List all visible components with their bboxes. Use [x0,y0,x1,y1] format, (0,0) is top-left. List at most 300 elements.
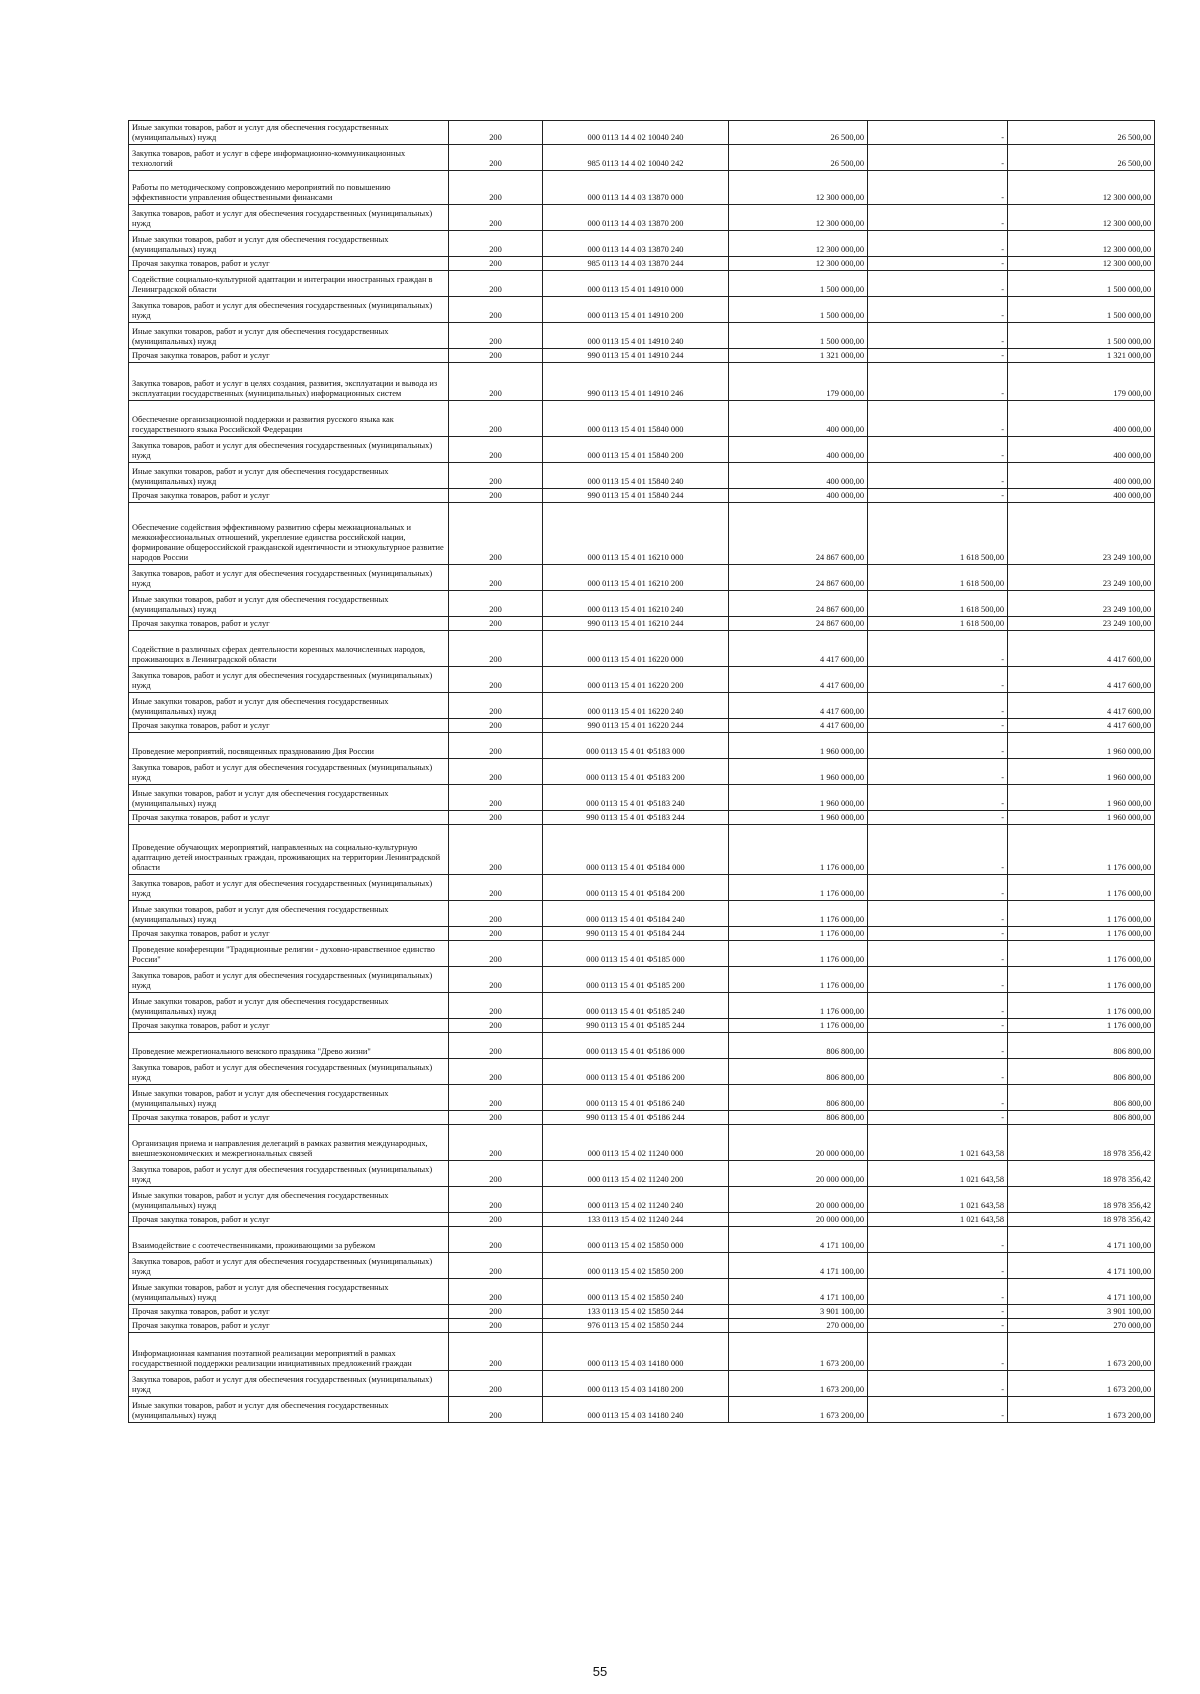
row-remaining-cell: 179 000,00 [1008,363,1155,401]
row-code-cell: 200 [449,463,543,489]
row-kbk-cell: 990 0113 15 4 01 Ф5185 244 [543,1019,729,1033]
row-code-cell: 200 [449,1019,543,1033]
row-approved-cell: 4 171 100,00 [729,1279,868,1305]
row-remaining-cell: 4 171 100,00 [1008,1279,1155,1305]
row-kbk-cell: 976 0113 15 4 02 15850 244 [543,1319,729,1333]
row-code-cell: 200 [449,363,543,401]
row-executed-cell [868,205,1008,231]
row-code-cell: 200 [449,1187,543,1213]
row-remaining-cell: 400 000,00 [1008,489,1155,503]
empty-dash: - [1001,1021,1004,1030]
row-remaining-cell: 4 417 600,00 [1008,719,1155,733]
page-number: 55 [592,1664,608,1679]
row-executed-cell [868,667,1008,693]
empty-dash: - [1001,491,1004,500]
row-kbk-cell: 000 0113 14 4 03 13870 000 [543,171,729,205]
empty-dash: - [1001,1307,1004,1316]
empty-dash: - [1001,1047,1004,1056]
row-executed-cell [868,875,1008,901]
row-code-cell: 200 [449,993,543,1019]
row-code-cell: 200 [449,1333,543,1371]
row-kbk-cell: 133 0113 15 4 02 15850 244 [543,1305,729,1319]
row-approved-cell: 1 176 000,00 [729,875,868,901]
row-executed-cell [868,1085,1008,1111]
row-name-cell: Иные закупки товаров, работ и услуг для обеспечения государственных (муниципальных) нужд [129,591,449,617]
row-remaining-cell: 806 800,00 [1008,1111,1155,1125]
row-name-cell: Иные закупки товаров, работ и услуг для обеспечения государственных (муниципальных) нужд [129,231,449,257]
row-remaining-cell: 400 000,00 [1008,463,1155,489]
row-executed-cell [868,927,1008,941]
row-executed-cell [868,349,1008,363]
row-remaining-cell: 806 800,00 [1008,1085,1155,1111]
row-approved-cell: 20 000 000,00 [729,1125,868,1161]
row-executed-cell [868,489,1008,503]
row-code-cell: 200 [449,631,543,667]
row-approved-cell: 1 176 000,00 [729,941,868,967]
row-remaining-cell: 18 978 356,42 [1008,1213,1155,1227]
row-remaining-cell: 18 978 356,42 [1008,1187,1155,1213]
table-row [129,271,1155,297]
empty-dash: - [1001,1293,1004,1302]
row-kbk-cell: 000 0113 15 4 02 15850 000 [543,1227,729,1253]
row-executed-cell [868,171,1008,205]
row-executed-cell [868,1319,1008,1333]
row-kbk-cell: 985 0113 14 4 03 13870 244 [543,257,729,271]
row-code-cell: 200 [449,297,543,323]
row-approved-cell: 1 960 000,00 [729,785,868,811]
row-executed-cell [868,1033,1008,1059]
row-executed-cell: 1 618 500,00 [868,617,1008,631]
row-kbk-cell: 000 0113 15 4 01 Ф5185 240 [543,993,729,1019]
empty-dash: - [1001,159,1004,168]
empty-dash: - [1001,681,1004,690]
empty-dash: - [1001,245,1004,254]
empty-dash: - [1001,981,1004,990]
row-executed-cell [868,145,1008,171]
row-name-cell: Обеспечение содействия эффективному развитию сферы межнациональных и межконфессиональных отношений, укрепление единства российской нации, формирование общероссийской гражданской идентичности и этнокультурное развитие народов России [129,503,449,565]
empty-dash: - [1001,813,1004,822]
row-remaining-cell: 4 417 600,00 [1008,693,1155,719]
row-kbk-cell: 000 0113 15 4 03 14180 200 [543,1371,729,1397]
row-code-cell: 200 [449,1319,543,1333]
row-approved-cell: 806 800,00 [729,1033,868,1059]
row-code-cell: 200 [449,1125,543,1161]
row-executed-cell [868,1397,1008,1423]
row-executed-cell: 1 618 500,00 [868,565,1008,591]
row-executed-cell [868,231,1008,257]
row-code-cell: 200 [449,667,543,693]
row-remaining-cell: 18 978 356,42 [1008,1125,1155,1161]
row-code-cell: 200 [449,941,543,967]
row-code-cell: 200 [449,927,543,941]
row-code-cell: 200 [449,1111,543,1125]
row-code-cell: 200 [449,401,543,437]
row-code-cell: 200 [449,1213,543,1227]
empty-dash: - [1001,285,1004,294]
row-approved-cell: 806 800,00 [729,1059,868,1085]
row-name-cell: Проведение межрегионального венского праздника "Древо жизни" [129,1033,449,1059]
row-executed-cell [868,1279,1008,1305]
table-row [129,993,1155,1019]
row-approved-cell: 4 171 100,00 [729,1227,868,1253]
row-name-cell: Закупка товаров, работ и услуг для обеспечения государственных (муниципальных) нужд [129,1371,449,1397]
row-executed-cell [868,121,1008,145]
table-row [129,617,1155,631]
row-remaining-cell: 1 176 000,00 [1008,901,1155,927]
row-code-cell: 200 [449,145,543,171]
row-name-cell: Иные закупки товаров, работ и услуг для обеспечения государственных (муниципальных) нужд [129,1187,449,1213]
table-row [129,1333,1155,1371]
table-row [129,205,1155,231]
row-remaining-cell: 270 000,00 [1008,1319,1155,1333]
row-executed-cell [868,271,1008,297]
row-code-cell: 200 [449,825,543,875]
row-executed-cell [868,941,1008,967]
row-remaining-cell: 1 673 200,00 [1008,1333,1155,1371]
table-row [129,463,1155,489]
row-remaining-cell: 1 500 000,00 [1008,323,1155,349]
row-approved-cell: 24 867 600,00 [729,503,868,565]
row-kbk-cell: 000 0113 15 4 01 Ф5183 200 [543,759,729,785]
empty-dash: - [1001,193,1004,202]
row-kbk-cell: 000 0113 15 4 01 Ф5184 240 [543,901,729,927]
row-kbk-cell: 990 0113 15 4 01 Ф5183 244 [543,811,729,825]
row-kbk-cell: 000 0113 15 4 01 Ф5184 000 [543,825,729,875]
empty-dash: - [1001,477,1004,486]
table-row [129,503,1155,565]
row-code-cell: 200 [449,591,543,617]
row-kbk-cell: 000 0113 15 4 02 11240 200 [543,1161,729,1187]
row-approved-cell: 4 417 600,00 [729,719,868,733]
empty-dash: - [1001,1007,1004,1016]
row-kbk-cell: 000 0113 15 4 01 Ф5184 200 [543,875,729,901]
row-kbk-cell: 990 0113 15 4 01 14910 244 [543,349,729,363]
row-remaining-cell: 1 176 000,00 [1008,941,1155,967]
row-name-cell: Закупка товаров, работ и услуг для обеспечения государственных (муниципальных) нужд [129,1253,449,1279]
row-remaining-cell: 1 500 000,00 [1008,271,1155,297]
table-row [129,1187,1155,1213]
row-name-cell: Закупка товаров, работ и услуг для обеспечения государственных (муниципальных) нужд [129,297,449,323]
empty-dash: - [1001,1359,1004,1368]
budget-execution-table [128,120,1155,1423]
row-kbk-cell: 990 0113 15 4 01 Ф5186 244 [543,1111,729,1125]
table-row [129,401,1155,437]
row-executed-cell [868,631,1008,667]
row-executed-cell: 1 618 500,00 [868,591,1008,617]
empty-dash: - [1001,1073,1004,1082]
row-approved-cell: 1 960 000,00 [729,733,868,759]
row-kbk-cell: 000 0113 15 4 01 Ф5183 000 [543,733,729,759]
table-row [129,323,1155,349]
row-code-cell: 200 [449,205,543,231]
row-approved-cell: 3 901 100,00 [729,1305,868,1319]
row-code-cell: 200 [449,1033,543,1059]
row-approved-cell: 179 000,00 [729,363,868,401]
table-row [129,785,1155,811]
row-kbk-cell: 000 0113 15 4 01 Ф5183 240 [543,785,729,811]
empty-dash: - [1001,721,1004,730]
table-row [129,759,1155,785]
row-name-cell: Закупка товаров, работ и услуг для обеспечения государственных (муниципальных) нужд [129,437,449,463]
row-remaining-cell: 1 176 000,00 [1008,875,1155,901]
row-name-cell: Закупка товаров, работ и услуг для обеспечения государственных (муниципальных) нужд [129,565,449,591]
row-remaining-cell: 12 300 000,00 [1008,231,1155,257]
row-name-cell: Обеспечение организационной поддержки и развития русского языка как государственного языка Российской Федерации [129,401,449,437]
row-kbk-cell: 000 0113 15 4 01 15840 200 [543,437,729,463]
row-approved-cell: 1 176 000,00 [729,901,868,927]
row-name-cell: Прочая закупка товаров, работ и услуг [129,719,449,733]
row-kbk-cell: 000 0113 14 4 03 13870 240 [543,231,729,257]
row-code-cell: 200 [449,1397,543,1423]
row-executed-cell [868,323,1008,349]
row-executed-cell [868,1333,1008,1371]
empty-dash: - [1001,929,1004,938]
row-remaining-cell: 1 176 000,00 [1008,967,1155,993]
row-approved-cell: 400 000,00 [729,401,868,437]
empty-dash: - [1001,259,1004,268]
row-remaining-cell: 4 417 600,00 [1008,631,1155,667]
row-kbk-cell: 000 0113 14 4 03 13870 200 [543,205,729,231]
row-name-cell: Прочая закупка товаров, работ и услуг [129,1319,449,1333]
table-row [129,489,1155,503]
row-executed-cell [868,437,1008,463]
row-executed-cell [868,733,1008,759]
row-approved-cell: 12 300 000,00 [729,257,868,271]
row-code-cell: 200 [449,733,543,759]
row-code-cell: 200 [449,875,543,901]
row-executed-cell [868,719,1008,733]
row-code-cell: 200 [449,565,543,591]
row-code-cell: 200 [449,759,543,785]
empty-dash: - [1001,889,1004,898]
row-kbk-cell: 000 0113 15 4 01 15840 240 [543,463,729,489]
table-row [129,927,1155,941]
row-approved-cell: 4 171 100,00 [729,1253,868,1279]
row-executed-cell [868,401,1008,437]
empty-dash: - [1001,451,1004,460]
row-approved-cell: 400 000,00 [729,489,868,503]
row-kbk-cell: 990 0113 15 4 01 15840 244 [543,489,729,503]
row-executed-cell [868,811,1008,825]
row-kbk-cell: 000 0113 15 4 01 16220 000 [543,631,729,667]
row-remaining-cell: 1 960 000,00 [1008,811,1155,825]
row-approved-cell: 1 176 000,00 [729,1019,868,1033]
table-row [129,231,1155,257]
row-name-cell: Прочая закупка товаров, работ и услуг [129,927,449,941]
empty-dash: - [1001,133,1004,142]
row-kbk-cell: 000 0113 15 4 03 14180 000 [543,1333,729,1371]
row-approved-cell: 24 867 600,00 [729,591,868,617]
row-kbk-cell: 000 0113 15 4 01 16210 240 [543,591,729,617]
row-code-cell: 200 [449,171,543,205]
row-name-cell: Иные закупки товаров, работ и услуг для обеспечения государственных (муниципальных) нужд [129,901,449,927]
row-executed-cell [868,825,1008,875]
row-kbk-cell: 000 0113 15 4 01 Ф5186 200 [543,1059,729,1085]
row-name-cell: Прочая закупка товаров, работ и услуг [129,349,449,363]
row-name-cell: Иные закупки товаров, работ и услуг для обеспечения государственных (муниципальных) нужд [129,785,449,811]
row-approved-cell: 12 300 000,00 [729,205,868,231]
row-remaining-cell: 3 901 100,00 [1008,1305,1155,1319]
row-name-cell: Информационная кампания поэтапной реализации мероприятий в рамках государственной поддержки реализации инициативных предложений граждан [129,1333,449,1371]
row-kbk-cell: 000 0113 15 4 01 16210 200 [543,565,729,591]
row-approved-cell: 1 960 000,00 [729,811,868,825]
row-approved-cell: 1 500 000,00 [729,297,868,323]
table-row [129,875,1155,901]
row-name-cell: Прочая закупка товаров, работ и услуг [129,1305,449,1319]
empty-dash: - [1001,351,1004,360]
table-row [129,1125,1155,1161]
row-code-cell: 200 [449,1085,543,1111]
table-row [129,1319,1155,1333]
row-approved-cell: 1 673 200,00 [729,1397,868,1423]
row-executed-cell: 1 021 643,58 [868,1125,1008,1161]
row-code-cell: 200 [449,503,543,565]
row-code-cell: 200 [449,967,543,993]
table-row [129,121,1155,145]
row-remaining-cell: 26 500,00 [1008,145,1155,171]
empty-dash: - [1001,1411,1004,1420]
row-remaining-cell: 23 249 100,00 [1008,591,1155,617]
row-remaining-cell: 23 249 100,00 [1008,617,1155,631]
row-remaining-cell: 1 673 200,00 [1008,1397,1155,1423]
table-row [129,1033,1155,1059]
empty-dash: - [1001,1241,1004,1250]
row-name-cell: Иные закупки товаров, работ и услуг для обеспечения государственных (муниципальных) нужд [129,1279,449,1305]
row-remaining-cell: 400 000,00 [1008,437,1155,463]
empty-dash: - [1001,707,1004,716]
row-kbk-cell: 000 0113 15 4 01 Ф5186 240 [543,1085,729,1111]
table-row [129,667,1155,693]
row-code-cell: 200 [449,1253,543,1279]
row-approved-cell: 1 673 200,00 [729,1333,868,1371]
row-kbk-cell: 990 0113 15 4 01 16220 244 [543,719,729,733]
table-row [129,1305,1155,1319]
row-approved-cell: 1 176 000,00 [729,927,868,941]
row-code-cell: 200 [449,271,543,297]
empty-dash: - [1001,1113,1004,1122]
row-code-cell: 200 [449,1161,543,1187]
table-row [129,437,1155,463]
row-executed-cell [868,901,1008,927]
row-kbk-cell: 000 0113 15 4 01 14910 000 [543,271,729,297]
row-name-cell: Закупка товаров, работ и услуг для обеспечения государственных (муниципальных) нужд [129,1059,449,1085]
empty-dash: - [1001,337,1004,346]
empty-dash: - [1001,955,1004,964]
empty-dash: - [1001,389,1004,398]
row-code-cell: 200 [449,719,543,733]
row-executed-cell [868,993,1008,1019]
row-kbk-cell: 000 0113 15 4 02 15850 240 [543,1279,729,1305]
row-remaining-cell: 1 176 000,00 [1008,1019,1155,1033]
table-row [129,1059,1155,1085]
table-row [129,733,1155,759]
row-remaining-cell: 23 249 100,00 [1008,503,1155,565]
row-code-cell: 200 [449,1279,543,1305]
row-name-cell: Иные закупки товаров, работ и услуг для обеспечения государственных (муниципальных) нужд [129,693,449,719]
row-approved-cell: 12 300 000,00 [729,171,868,205]
row-name-cell: Иные закупки товаров, работ и услуг для обеспечения государственных (муниципальных) нужд [129,993,449,1019]
row-kbk-cell: 985 0113 14 4 02 10040 242 [543,145,729,171]
table-row [129,631,1155,667]
empty-dash: - [1001,1099,1004,1108]
row-kbk-cell: 990 0113 15 4 01 16210 244 [543,617,729,631]
row-executed-cell [868,1059,1008,1085]
table-row [129,171,1155,205]
table-row [129,719,1155,733]
row-approved-cell: 20 000 000,00 [729,1213,868,1227]
table-row [129,693,1155,719]
row-approved-cell: 270 000,00 [729,1319,868,1333]
row-code-cell: 200 [449,617,543,631]
row-remaining-cell: 4 417 600,00 [1008,667,1155,693]
row-approved-cell: 1 176 000,00 [729,967,868,993]
row-executed-cell [868,1227,1008,1253]
row-name-cell: Закупка товаров, работ и услуг для обеспечения государственных (муниципальных) нужд [129,967,449,993]
row-executed-cell: 1 618 500,00 [868,503,1008,565]
row-name-cell: Взаимодействие с соотечественниками, проживающими за рубежом [129,1227,449,1253]
row-remaining-cell: 18 978 356,42 [1008,1161,1155,1187]
row-executed-cell: 1 021 643,58 [868,1187,1008,1213]
row-executed-cell [868,257,1008,271]
row-name-cell: Закупка товаров, работ и услуг для обеспечения государственных (муниципальных) нужд [129,875,449,901]
row-name-cell: Иные закупки товаров, работ и услуг для обеспечения государственных (муниципальных) нужд [129,1397,449,1423]
row-remaining-cell: 12 300 000,00 [1008,205,1155,231]
row-executed-cell [868,693,1008,719]
row-kbk-cell: 990 0113 15 4 01 Ф5184 244 [543,927,729,941]
row-kbk-cell: 000 0113 15 4 02 11240 240 [543,1187,729,1213]
row-name-cell: Закупка товаров, работ и услуг для обеспечения государственных (муниципальных) нужд [129,759,449,785]
row-approved-cell: 1 500 000,00 [729,323,868,349]
row-code-cell: 200 [449,1371,543,1397]
row-name-cell: Прочая закупка товаров, работ и услуг [129,1019,449,1033]
table-row [129,297,1155,323]
row-kbk-cell: 000 0113 15 4 02 11240 000 [543,1125,729,1161]
row-code-cell: 200 [449,121,543,145]
row-name-cell: Содействие в различных сферах деятельности коренных малочисленных народов, проживающих в Ленинградской области [129,631,449,667]
row-executed-cell: 1 021 643,58 [868,1161,1008,1187]
table-row [129,1085,1155,1111]
row-name-cell: Иные закупки товаров, работ и услуг для обеспечения государственных (муниципальных) нужд [129,463,449,489]
empty-dash: - [1001,747,1004,756]
row-approved-cell: 12 300 000,00 [729,231,868,257]
row-name-cell: Прочая закупка товаров, работ и услуг [129,1111,449,1125]
row-executed-cell [868,759,1008,785]
row-approved-cell: 1 960 000,00 [729,759,868,785]
row-name-cell: Прочая закупка товаров, работ и услуг [129,257,449,271]
row-name-cell: Закупка товаров, работ и услуг для обеспечения государственных (муниципальных) нужд [129,1161,449,1187]
row-remaining-cell: 1 673 200,00 [1008,1371,1155,1397]
row-executed-cell [868,463,1008,489]
row-kbk-cell: 133 0113 15 4 02 11240 244 [543,1213,729,1227]
row-kbk-cell: 000 0113 14 4 02 10040 240 [543,121,729,145]
row-code-cell: 200 [449,489,543,503]
row-code-cell: 200 [449,1305,543,1319]
row-kbk-cell: 000 0113 15 4 02 15850 200 [543,1253,729,1279]
row-approved-cell: 400 000,00 [729,437,868,463]
empty-dash: - [1001,799,1004,808]
table-body [129,121,1155,1423]
row-remaining-cell: 4 171 100,00 [1008,1253,1155,1279]
table-row [129,1213,1155,1227]
row-remaining-cell: 400 000,00 [1008,401,1155,437]
row-approved-cell: 400 000,00 [729,463,868,489]
row-remaining-cell: 1 176 000,00 [1008,825,1155,875]
row-name-cell: Прочая закупка товаров, работ и услуг [129,1213,449,1227]
row-remaining-cell: 12 300 000,00 [1008,171,1155,205]
row-name-cell: Прочая закупка товаров, работ и услуг [129,811,449,825]
row-approved-cell: 4 417 600,00 [729,693,868,719]
row-executed-cell [868,785,1008,811]
